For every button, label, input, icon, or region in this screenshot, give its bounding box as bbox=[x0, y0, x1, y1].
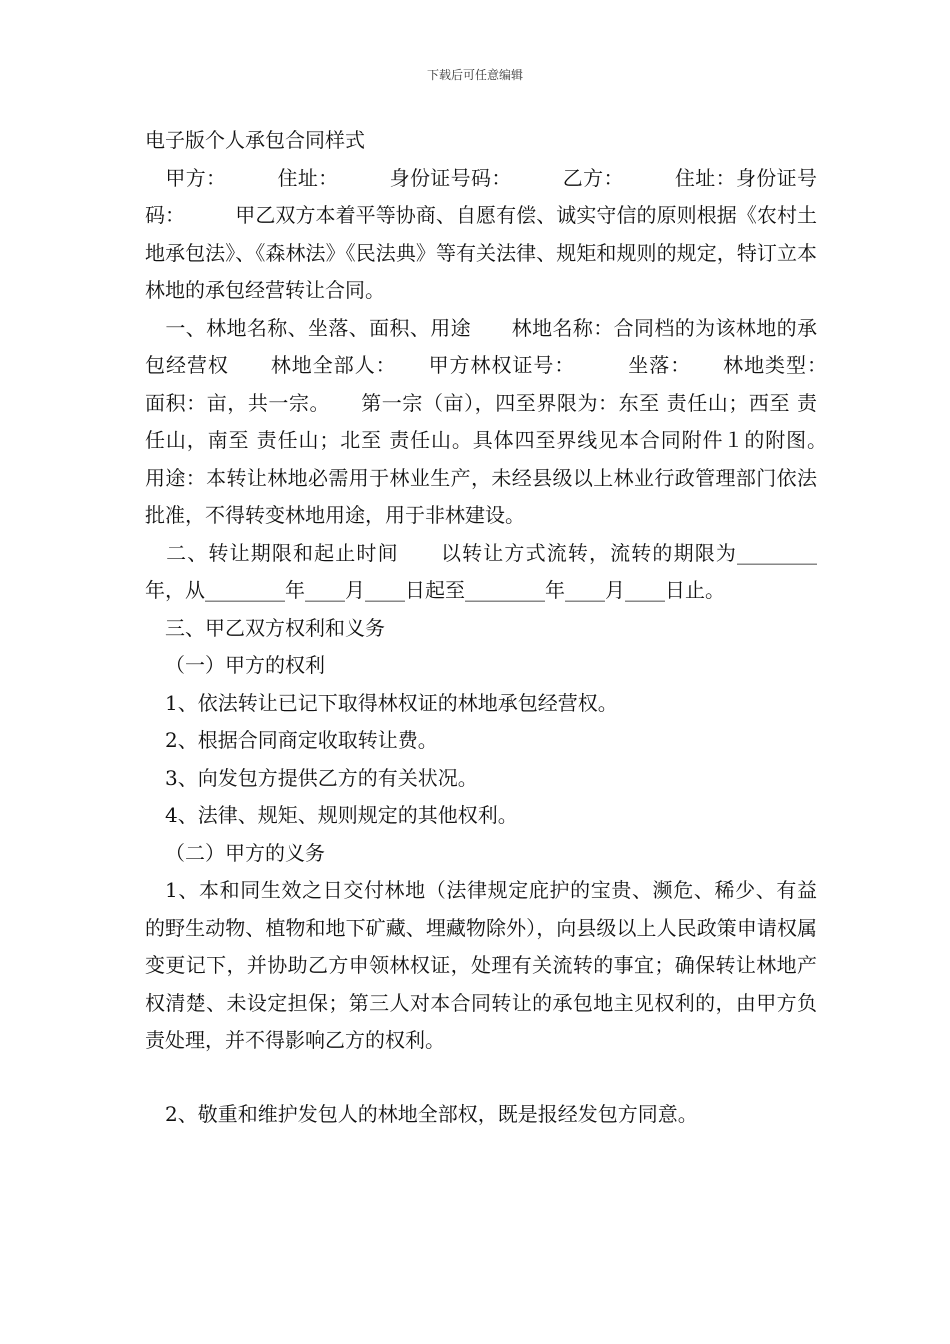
party-a-right-3: 3、向发包方提供乙方的有关状况。 bbox=[165, 765, 478, 790]
page-header: 下载后可任意编辑 bbox=[426, 68, 523, 82]
party-a-obligations-heading: （二）甲方的义务 bbox=[165, 840, 325, 865]
section-three-heading: 三、甲乙双方权利和义务 bbox=[145, 615, 385, 640]
party-a-right-4: 4、法律、规矩、规则规定的其他权利。 bbox=[165, 803, 518, 827]
party-a-right-1: 1、依法转让已记下取得林权证的林地承包经营权。 bbox=[165, 690, 618, 715]
parties-paragraph: 甲方： 住址： 身份证号码： 乙方： 住址：身份证号码： 甲乙双方本着平等协商、自愿有偿、诚实守信的原则根据《农村土地承包法》、《森林法》《民法典》等有关法律、规矩和规则的规定，特订立本林地的承包经营转让合同。 bbox=[145, 165, 817, 302]
section-one-paragraph: 一、林地名称、坐落、面积、用途 林地名称：合同档的为该林地的承包经营权 林地全部人： 甲方林权证号： 坐落： 林地类型： 面积：亩，共一宗。 第一宗（亩），四至界限为：东至 责任山；西至 责任山，南至 责任山；北至 责任山。具体四至界线见本合同附件１的附图。 用途：本转让林地必需用于林业生产，未经县级以上林业行政管理部门依法批准，不得转变林地用途，用于非林建设。 bbox=[145, 315, 857, 527]
party-a-right-2: 2、根据合同商定收取转让费。 bbox=[165, 728, 438, 752]
party-a-obligation-1: 1、本和同生效之日交付林地（法律规定庇护的宝贵、濒危、稀少、有益的野生动物、植物和地下矿藏、埋藏物除外），向县级以上人民政策申请权属变更记下，并协助乙方申领林权证，处理有关流转的事宜；确保转让林地产权清楚、未设定担保；第三人对本合同转让的承包地主见权利的，由甲方负责处理，并不得影响乙方的权利。 bbox=[145, 878, 817, 1052]
document-body bbox=[145, 122, 857, 1133]
document-title: 电子版个人承包合同样式 bbox=[145, 128, 365, 152]
party-a-obligation-2: 2、敬重和维护发包人的林地全部权，既是报经发包方同意。 bbox=[165, 1101, 698, 1126]
party-a-rights-heading: （一）甲方的权利 bbox=[165, 653, 325, 677]
section-two-paragraph: 二、转让期限和起止时间 以转让方式流转，流转的期限为________年，从________年____月____日起至________年____月____日止。 bbox=[145, 540, 817, 602]
